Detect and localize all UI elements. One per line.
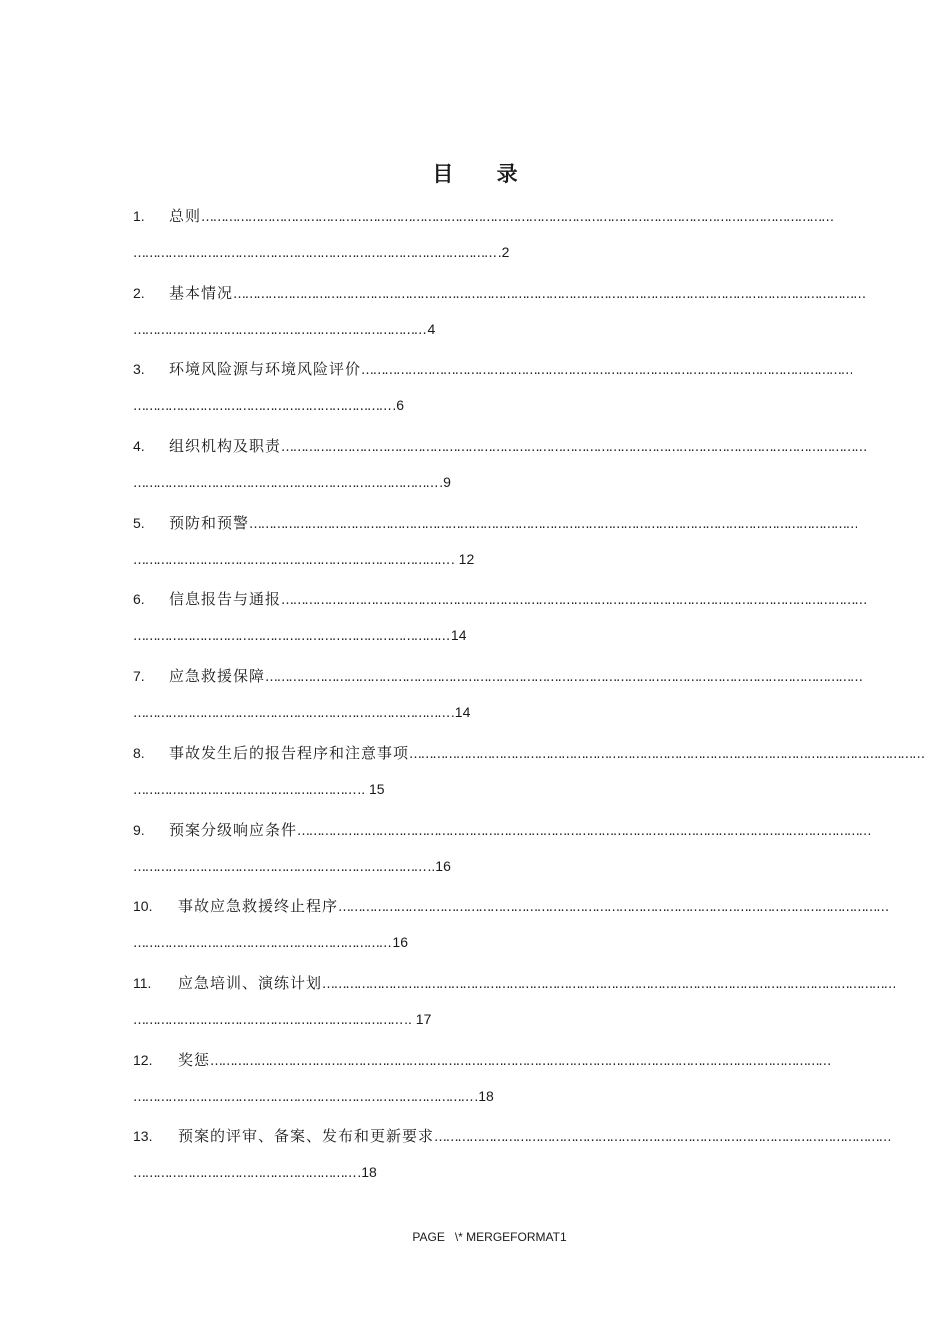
toc-entry[interactable] <box>133 1123 891 1200</box>
toc-entry[interactable] <box>133 280 865 357</box>
toc-entry-heading: 应急救援保障 <box>169 667 266 686</box>
toc-leader-dots: ……………………………………………………………………………………………………………… <box>361 363 853 379</box>
toc-entry-line-2 <box>133 1006 431 1032</box>
toc-page-number: .18 <box>474 1087 494 1104</box>
toc-entry-line-2 <box>133 546 474 572</box>
toc-entry-line-2 <box>133 776 385 802</box>
toc-leader-dots: ………………………………………………………………………………………………………………………………… <box>297 823 871 839</box>
toc-leader-dots: ……………………………………………………………………… <box>133 706 449 722</box>
toc-entry-heading: 事故发生后的报告程序和注意事项 <box>169 743 410 762</box>
toc-leader-dots: ………………………………………………………… <box>133 936 391 952</box>
toc-entry-line-2 <box>133 853 451 879</box>
toc-leader-dots: ………………………………………………… <box>133 782 356 798</box>
toc-entry-line-1 <box>133 1047 830 1073</box>
toc-entry[interactable] <box>133 740 924 817</box>
toc-leader-dots: ………………………………………………………………………………… <box>133 246 496 261</box>
toc-page-number: .14 <box>450 704 471 721</box>
toc-leader-dots: ………………………………………………………………………………………………………………………………………… <box>249 516 858 532</box>
toc-entry-heading: 预案分级响应条件 <box>169 820 298 839</box>
toc-entry-heading: 预防和预警 <box>169 513 250 532</box>
toc-entry-number: 3. <box>133 361 145 378</box>
toc-leader-dots: ………………………………………………………… <box>133 399 391 415</box>
toc-entry-heading: 奖惩 <box>178 1050 211 1069</box>
toc-entry-heading: 事故应急救援终止程序 <box>178 897 339 916</box>
toc-entry-line-2 <box>133 1159 377 1185</box>
toc-entry-line-2 <box>133 622 466 648</box>
toc-entry-number: 1. <box>133 208 145 224</box>
toc-entry-line-2 <box>133 469 451 495</box>
toc-entry[interactable] <box>133 1047 838 1124</box>
toc-leader-dots: ………………………………………………………………… <box>133 322 426 338</box>
toc-entry-line-1 <box>133 510 857 536</box>
toc-entry-number: 13. <box>133 1128 153 1145</box>
toc-page-number: .18 <box>357 1164 377 1181</box>
toc-page-number: .. 15 <box>357 780 385 797</box>
toc-entry-heading: 信息报告与通报 <box>169 590 282 609</box>
toc-entry[interactable] <box>133 203 838 280</box>
toc-entry-number: 2. <box>133 284 145 301</box>
toc-page-number: ..16 <box>427 857 451 874</box>
toc-entry-number: 8. <box>133 744 145 761</box>
toc-page-number: .. 17 <box>404 1010 432 1027</box>
toc-page-number: 14 <box>450 627 467 644</box>
toc-entry-line-2 <box>133 929 408 955</box>
toc-entry-number: 7. <box>133 668 145 685</box>
toc-entry-heading: 总则 <box>169 207 202 225</box>
toc-leader-dots: ………………………………………………………………………………………………………………………………… <box>322 976 896 992</box>
toc-entry-heading: 环境风险源与环境风险评价 <box>169 360 362 379</box>
toc-leader-dots: …………………………………………………………………………………………………………………………………… <box>281 593 867 609</box>
toc-leader-dots: …………………………………………………………………… <box>133 476 438 492</box>
toc-leader-dots: ……………………………………………………………………………………………………………………………………… <box>265 670 862 686</box>
toc-leader-dots: …………………………………………………………………………………………………………………………… <box>338 900 888 916</box>
toc-entry[interactable] <box>133 586 867 663</box>
toc-entry[interactable] <box>133 970 896 1047</box>
toc-leader-dots: ……………………………………………………………………………………………………………………………………………… <box>201 210 833 225</box>
toc-entry[interactable] <box>133 663 862 740</box>
toc-entry-line-1 <box>133 817 870 843</box>
toc-entry-heading: 应急培训、演练计划 <box>178 973 323 992</box>
toc-entry-heading: 组织机构及职责 <box>169 437 282 456</box>
toc-entry-line-1 <box>133 433 866 459</box>
toc-entry-line-1 <box>133 740 924 766</box>
toc-entry-number: 11. <box>133 974 152 991</box>
toc-entry-number: 9. <box>133 821 145 838</box>
toc-page-number: .9 <box>439 474 451 491</box>
toc-page-number: . 12 <box>450 550 475 567</box>
toc-leader-dots: …………………………………………………………………………… <box>133 1089 473 1105</box>
toc-page-number: 4 <box>427 320 436 337</box>
toc-leader-dots: ………………………………………………… <box>133 1166 356 1182</box>
toc-entry-line-1 <box>133 280 865 306</box>
toc-entry[interactable] <box>133 817 871 894</box>
toc-entry-line-2 <box>133 239 509 265</box>
toc-entry[interactable] <box>133 510 858 587</box>
toc-entry-number: 6. <box>133 591 145 608</box>
toc-entry-number: 5. <box>133 514 145 531</box>
toc-entry[interactable] <box>133 356 853 433</box>
toc-leader-dots: …………………………………………………………………………………………………………………………………………… <box>210 1053 831 1069</box>
toc-entry-line-1 <box>133 1123 890 1149</box>
toc-leader-dots: ……………………………………………………………………………………………………………………………………………… <box>233 286 865 302</box>
page-footer-field: PAGE \* MERGEFORMAT1 <box>412 1230 567 1244</box>
toc-entry-number: 12. <box>133 1051 153 1068</box>
toc-page-number: .2 <box>497 244 510 260</box>
toc-entry-heading: 基本情况 <box>169 283 234 302</box>
toc-entry-line-2 <box>133 699 470 725</box>
toc-entry[interactable] <box>133 433 867 510</box>
toc-leader-dots: ……………………………………………………………………………………………………… <box>434 1130 891 1146</box>
toc-page-number: 16 <box>392 934 408 951</box>
toc-entry[interactable] <box>133 893 888 970</box>
toc-entry-line-1 <box>133 356 852 382</box>
toc-entry-line-2 <box>133 392 404 418</box>
toc-leader-dots: …………………………………………………………………………………………………………………… <box>409 746 924 762</box>
toc-leader-dots: ……………………………………………………………………… <box>133 629 449 645</box>
toc-entry-line-1 <box>133 663 862 689</box>
toc-leader-dots: ………………………………………………………………… <box>133 859 426 875</box>
toc-entry-line-2 <box>133 316 435 342</box>
toc-entry-line-1 <box>133 893 888 919</box>
toc-entry-number: 4. <box>133 438 145 455</box>
toc-list <box>133 203 924 1200</box>
toc-entry-line-2 <box>133 1083 494 1109</box>
toc-entry-heading: 预案的评审、备案、发布和更新要求 <box>178 1127 435 1146</box>
toc-entry-line-1 <box>133 970 895 996</box>
toc-title: 目 录 <box>432 162 536 186</box>
toc-leader-dots: ……………………………………………………………………… <box>133 552 449 568</box>
toc-page-number: .6 <box>392 397 405 414</box>
toc-entry-line-1 <box>133 586 866 612</box>
toc-entry-line-1 <box>133 203 833 229</box>
toc-leader-dots: …………………………………………………………… <box>133 1012 403 1028</box>
toc-entry-number: 10. <box>133 898 153 915</box>
toc-leader-dots: …………………………………………………………………………………………………………………………………… <box>281 440 867 456</box>
